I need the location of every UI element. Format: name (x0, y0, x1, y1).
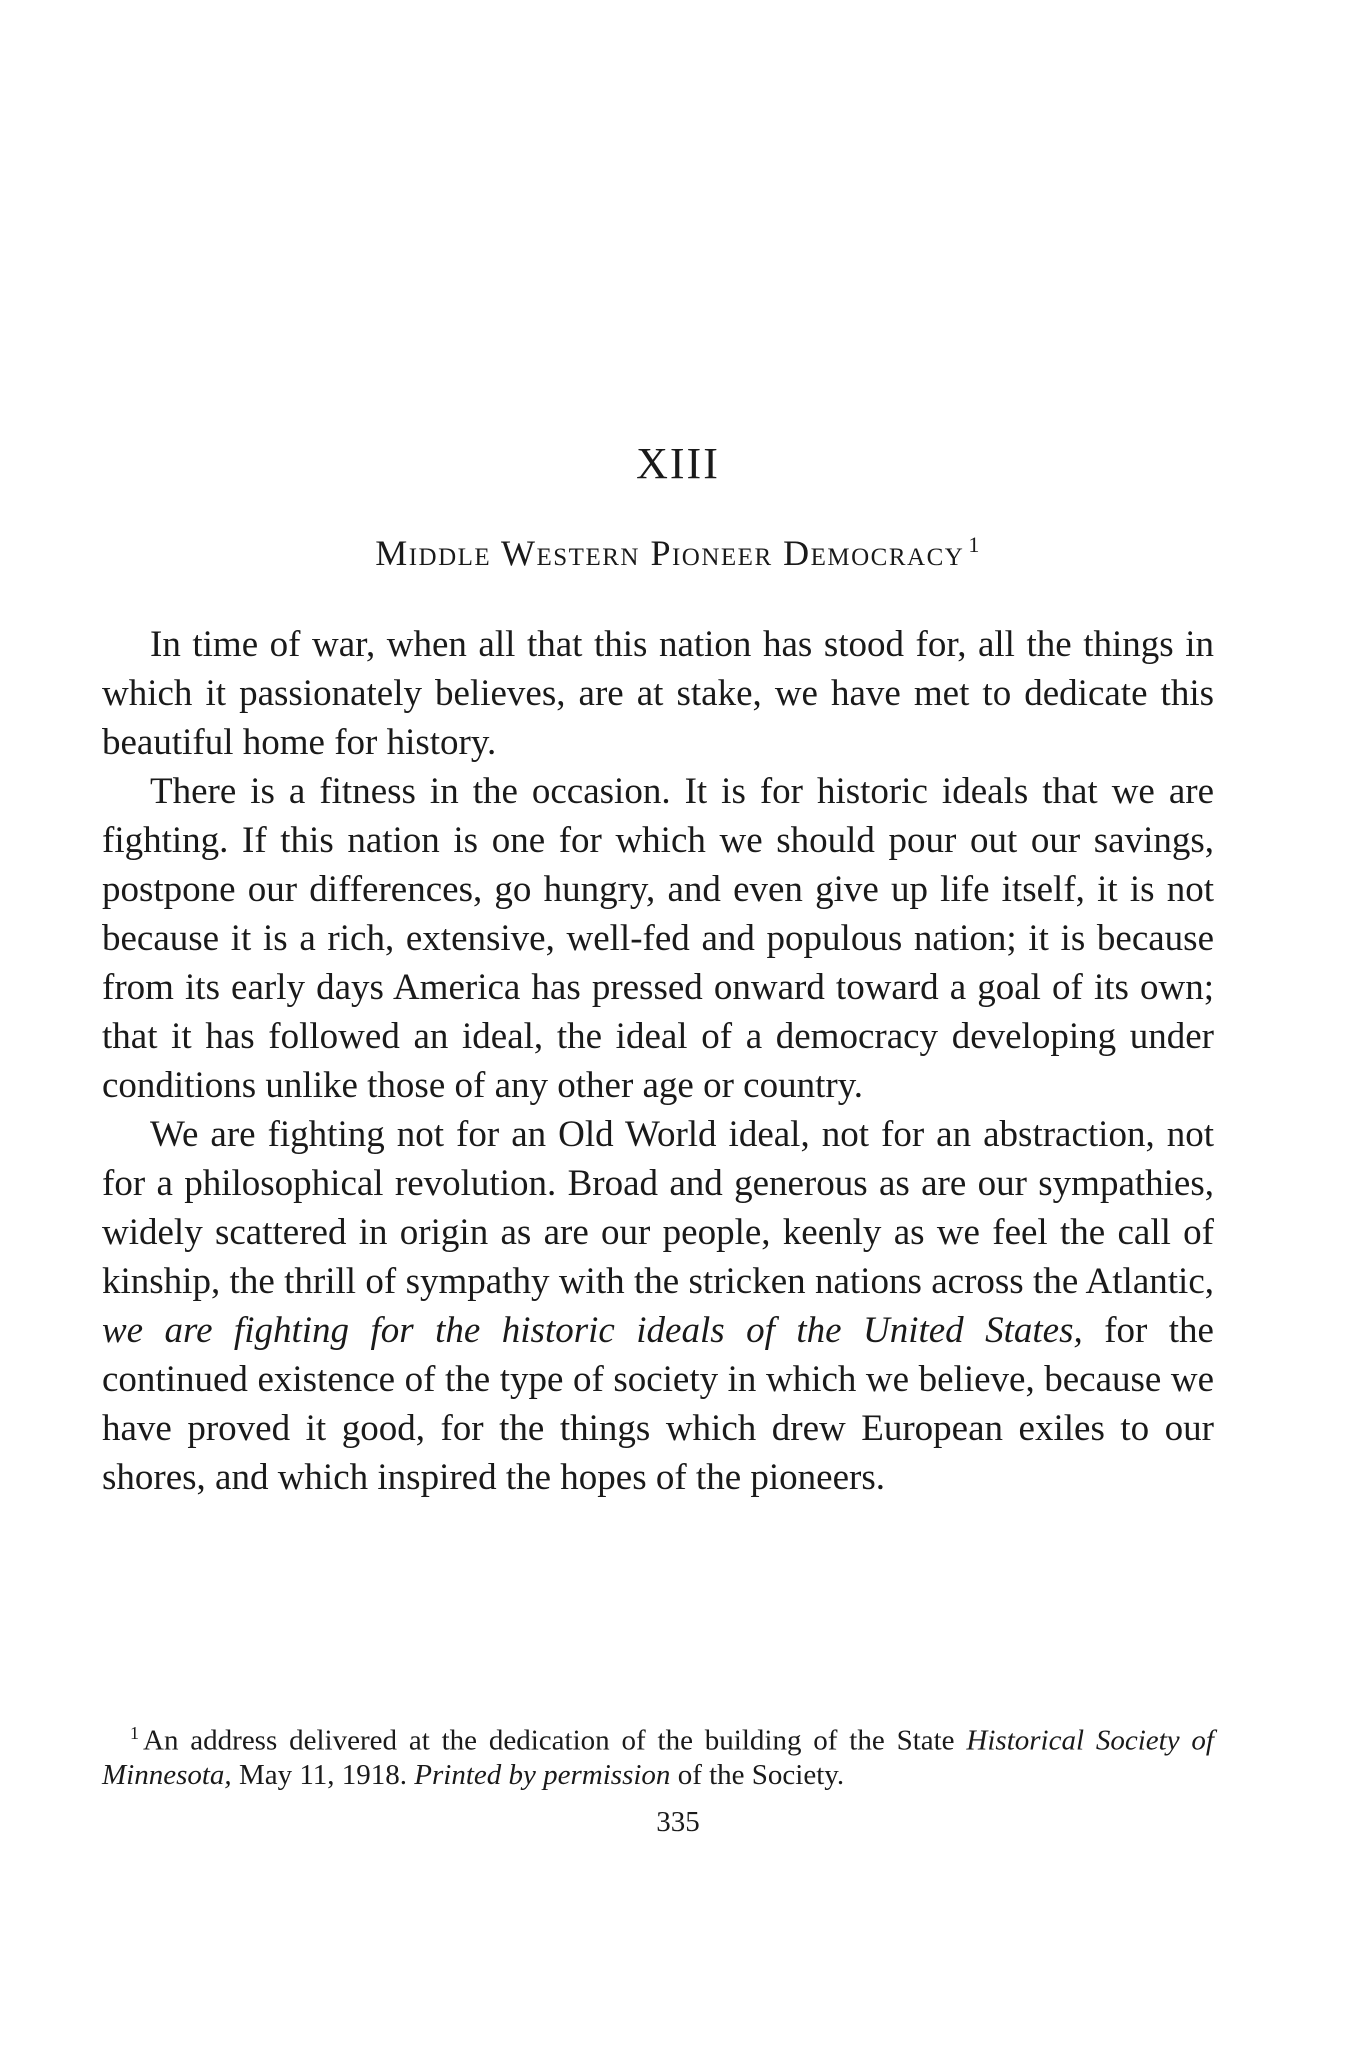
paragraph-1: In time of war, when all that this nation has stood for, all the things in which it passionately believes, are at stake, we have met to dedicate this beautiful home for history. (102, 624, 1214, 763)
chapter-title (0, 532, 1356, 574)
footnote-italic-1: Historical Society of Minnesota, (102, 1724, 1214, 1791)
footnote-reference: 1 (968, 532, 981, 557)
chapter-title-text: Middle Western Pioneer Democracy (375, 533, 965, 573)
body-text (102, 620, 1214, 1502)
paragraph-3-part-1: We are fighting not for an Old World ideal, not for an abstraction, not for a philosophical revolution. Broad and generous as are our sympathies, widely scattered in origin as are our people, keenly as we feel the call of kinship, the thrill of sympathy with the stricken nations across the Atlantic, (102, 1114, 1214, 1302)
paragraph-3-italic: we are fighting for the historic ideals of the United States, (102, 1310, 1083, 1351)
paragraph-3-part-2: for the continued existence of the type of society in which we believe, because we have proved it good, for the things which drew European exiles to our shores, and which inspired the hopes of the pioneers. (102, 1310, 1214, 1498)
footnote-part-1: An address delivered at the dedication of the building of the State (143, 1724, 967, 1757)
chapter-number: XIII (636, 439, 720, 488)
paragraph-3 (102, 1110, 1214, 1502)
footnote-part-2: May 11, 1918. (231, 1758, 415, 1791)
footnote (102, 1716, 1214, 1792)
footnote-italic-2: Printed by permission (414, 1758, 671, 1791)
footnote-marker: 1 (130, 1723, 139, 1743)
footnote-part-3: of the Society. (670, 1758, 845, 1791)
page-number: 335 (656, 1806, 700, 1838)
paragraph-2: There is a fitness in the occasion. It is for historic ideals that we are fighting. If this nation is one for which we should pour out our savings, postpone our differences, go hungry, and even give up life itself, it is not because it is a rich, extensive, well-fed and populous nation; it is because from its early days America has pressed onward toward a goal of its own; that it has followed an ideal, the ideal of a democracy developing under conditions unlike those of any other age or country. (102, 771, 1214, 1106)
